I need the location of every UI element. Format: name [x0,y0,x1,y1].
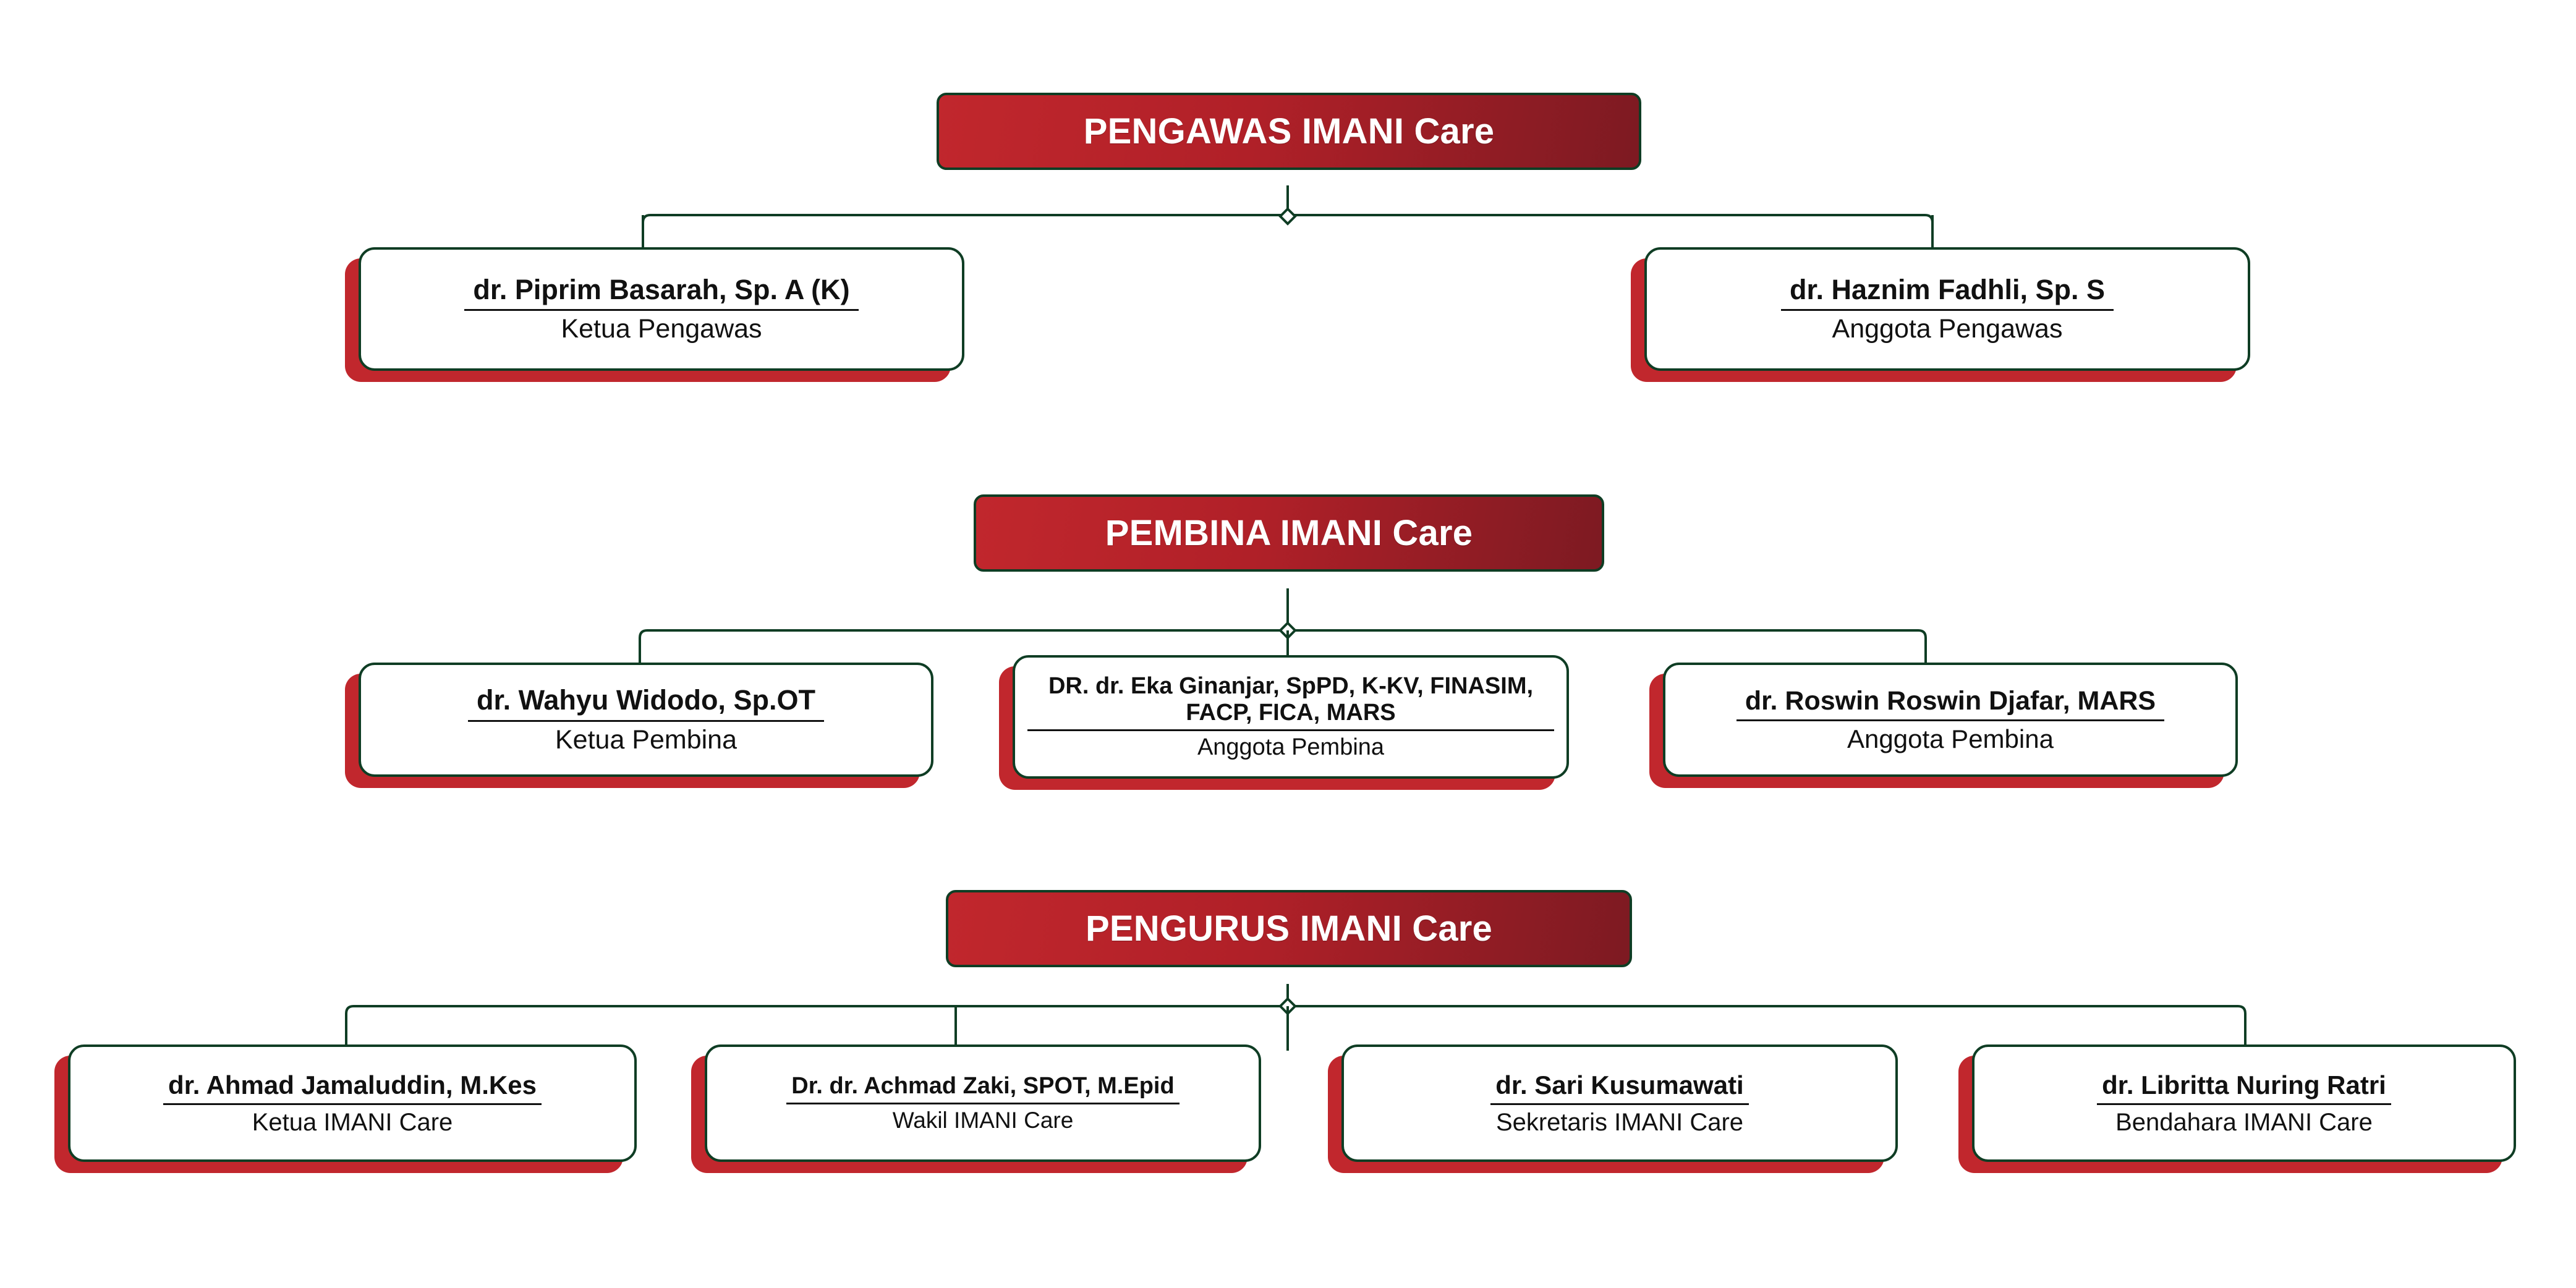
person-name: dr. Ahmad Jamaluddin, M.Kes [163,1070,542,1105]
person-card-pengawas-1[interactable] [1644,247,2250,371]
person-card-pengurus-0[interactable] [68,1044,637,1162]
section-header-pengawas: PENGAWAS IMANI Care [937,93,1641,170]
person-role: Anggota Pembina [1197,734,1385,761]
person-name: dr. Libritta Nuring Ratri [2097,1070,2391,1105]
person-card-pengurus-1[interactable] [705,1044,1261,1162]
person-card-pengurus-2[interactable] [1341,1044,1898,1162]
person-card-pembina-2[interactable] [1663,663,2238,777]
person-name: DR. dr. Eka Ginanjar, SpPD, K-KV, FINASIM, FACP, FICA, MARS [1027,673,1554,731]
person-role: Bendahara IMANI Care [2115,1109,2373,1137]
person-role: Anggota Pembina [1847,724,2054,753]
person-role: Ketua IMANI Care [252,1109,453,1137]
person-role: Ketua Pengawas [561,314,762,344]
person-name: dr. Piprim Basarah, Sp. A (K) [464,274,858,311]
person-card-pengawas-0[interactable] [359,247,964,371]
person-name: dr. Wahyu Widodo, Sp.OT [468,685,824,721]
person-name: dr. Roswin Roswin Djafar, MARS [1736,686,2164,721]
person-name: Dr. dr. Achmad Zaki, SPOT, M.Epid [786,1073,1179,1105]
person-role: Ketua Pembina [555,724,738,755]
person-name: dr. Sari Kusumawati [1490,1070,1748,1105]
section-header-pembina: PEMBINA IMANI Care [974,494,1604,572]
person-card-pembina-1[interactable] [1013,655,1569,779]
person-name: dr. Haznim Fadhli, Sp. S [1781,274,2114,311]
person-role: Wakil IMANI Care [892,1108,1074,1133]
person-role: Sekretaris IMANI Care [1495,1109,1744,1137]
person-card-pembina-0[interactable] [359,663,933,777]
person-card-pengurus-3[interactable] [1972,1044,2516,1162]
person-role: Anggota Pengawas [1832,314,2063,344]
section-header-pengurus: PENGURUS IMANI Care [946,890,1632,967]
